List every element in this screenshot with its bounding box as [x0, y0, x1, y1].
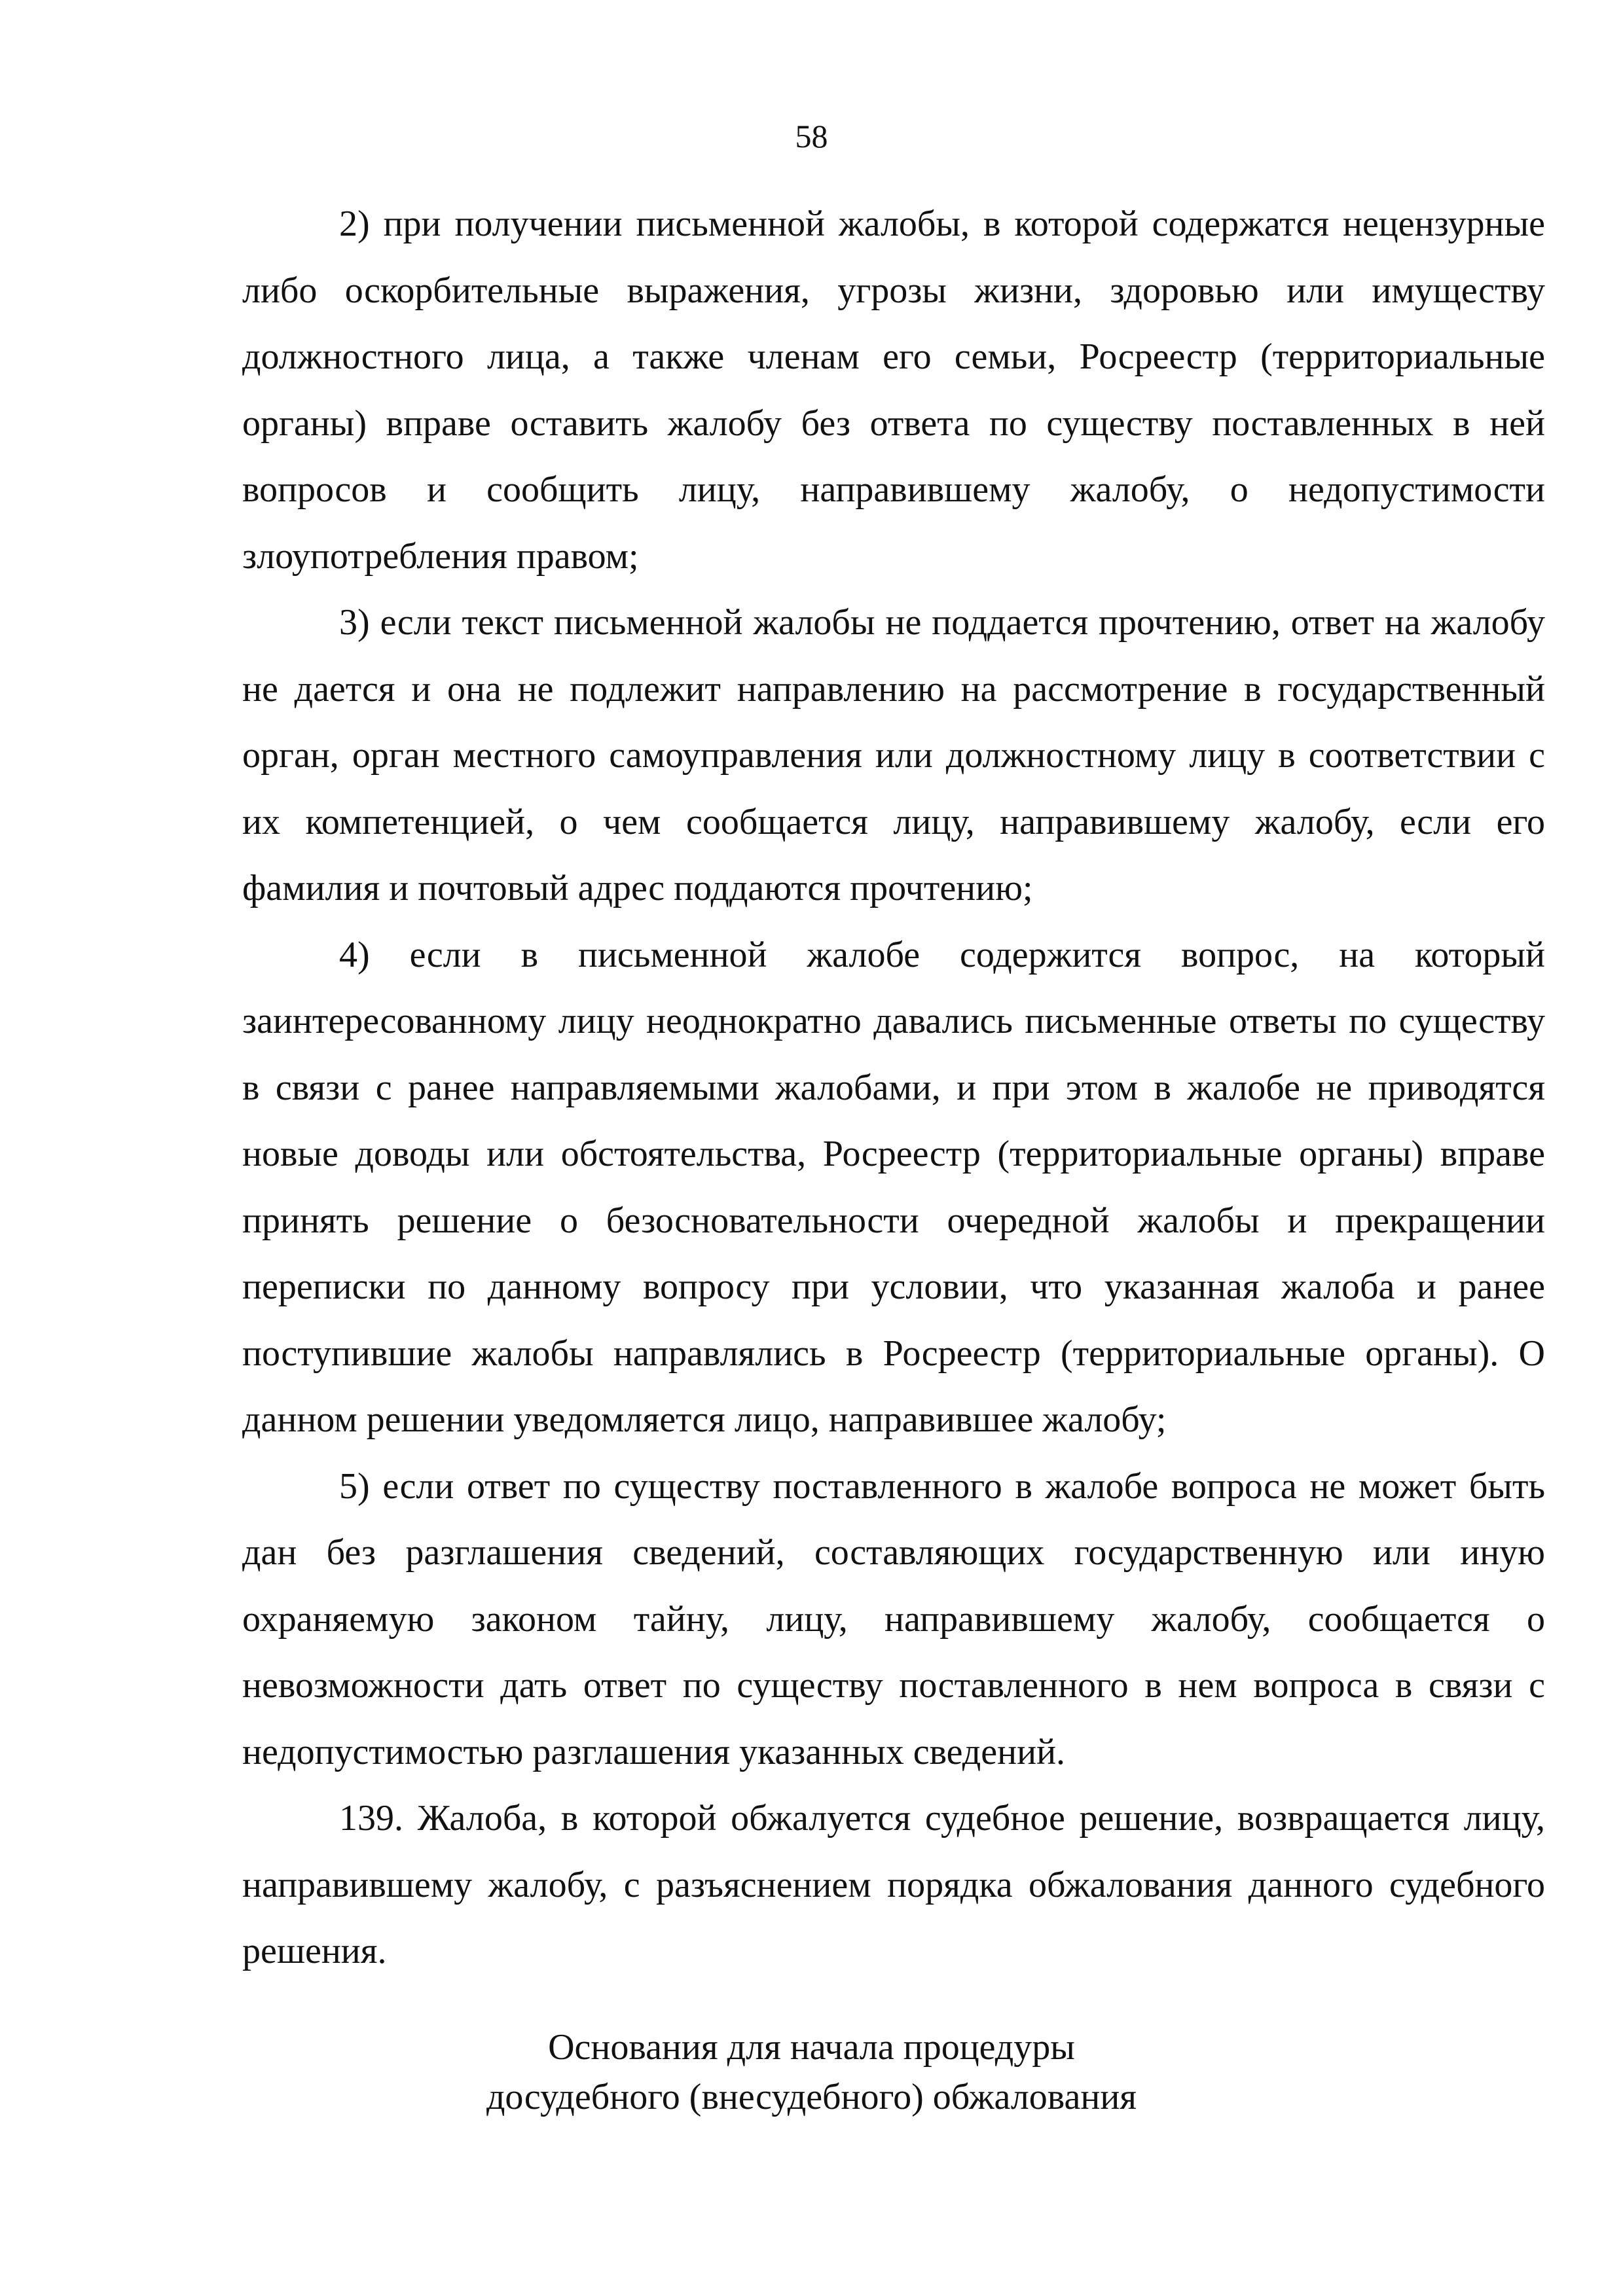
- paragraph-item-4: 4) если в письменной жалобе содержится вопрос, на который заинтересованному лицу неоднократно давались письменные ответы по существу в связи с ранее направляемыми жалобами, и при этом в жалобе не приводятся новые доводы или обстоятельства, Росреестр (территориальные органы) вправе принять решение о безосновательности очередной жалобы и прекращении переписки по данному вопросу при условии, что указанная жалоба и ранее поступившие жалобы направлялись в Росреестр (территориальные органы). О данном решении уведомляется лицо, направившее жалобу;: [242, 934, 1545, 1440]
- document-body: [242, 191, 1545, 1985]
- section-heading-line-2: досудебного (внесудебного) обжалования: [486, 2077, 1137, 2117]
- section-heading-line-1: Основания для начала процедуры: [548, 2027, 1075, 2068]
- paragraph-item-2: 2) при получении письменной жалобы, в которой содержатся нецензурные либо оскорбительные выражения, угрозы жизни, здоровью или имуществу должностного лица, а также членам его семьи, Росреестр (территориальные органы) вправе оставить жалобу без ответа по существу поставленных в ней вопросов и сообщить лицу, направившему жалобу, о недопустимости злоупотребления правом;: [242, 204, 1545, 577]
- paragraph-item-5: 5) если ответ по существу поставленного в жалобе вопроса не может быть дан без разглашения сведений, составляющих государственную или иную охраняемую законом тайну, лицу, направившему жалобу, сообщается о невозможности дать ответ по существу поставленного в нем вопроса в связи с недопустимостью разглашения указанных сведений.: [242, 1465, 1545, 1772]
- page-number: 58: [795, 118, 828, 154]
- paragraph-139: 139. Жалоба, в которой обжалуется судебное решение, возвращается лицу, направившему жалобу, с разъяснением порядка обжалования данного судебного решения.: [242, 1798, 1545, 1971]
- paragraph-item-3: 3) если текст письменной жалобы не поддается прочтению, ответ на жалобу не дается и она не подлежит направлению на рассмотрение в государственный орган, орган местного самоуправления или должностному лицу в соответствии с их компетенцией, о чем сообщается лицу, направившему жалобу, если его фамилия и почтовый адрес поддаются прочтению;: [242, 602, 1545, 908]
- section-heading: [0, 2022, 1623, 2122]
